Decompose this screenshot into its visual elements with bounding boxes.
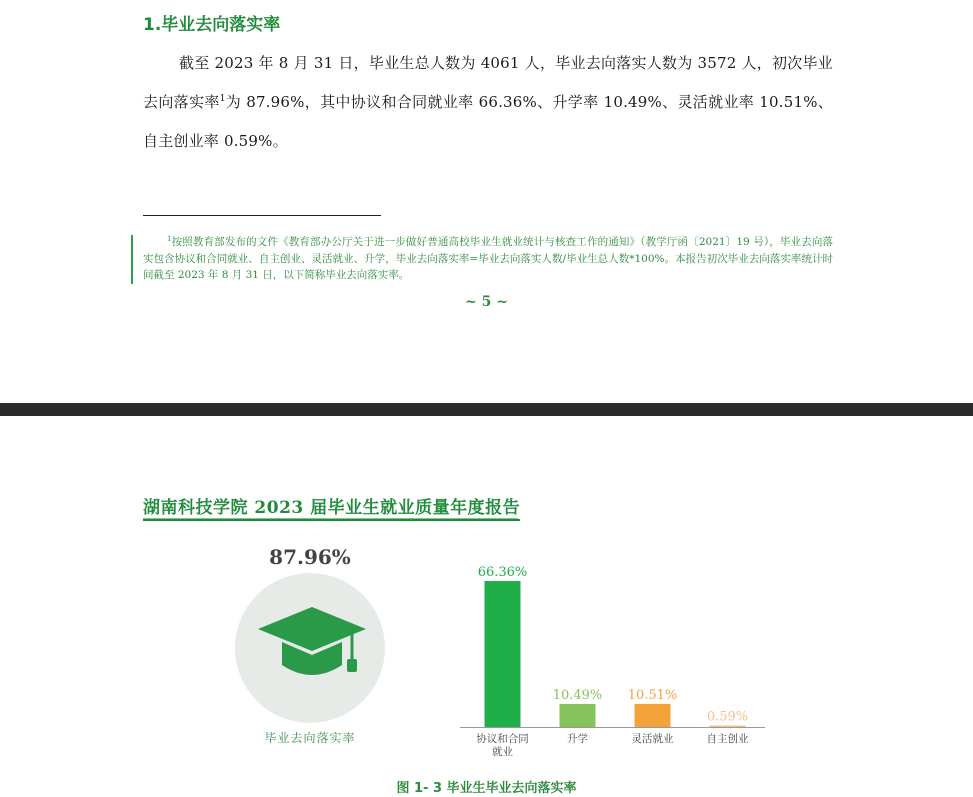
category-label: 自主创业: [706, 733, 749, 745]
bar-value-label: 0.59%: [706, 709, 749, 725]
bar-3: [635, 704, 671, 727]
category-label: 升学: [567, 733, 588, 745]
graduation-rate-value: 87.96%: [269, 545, 351, 569]
graduation-cap-icon: [256, 603, 368, 683]
footnote-separator: [143, 215, 381, 216]
section-heading: 1.毕业去向落实率: [143, 15, 281, 35]
page-number: ~ 5 ~: [465, 294, 508, 310]
cap-tassel: [347, 659, 357, 672]
body-text-part2: 为 87.96%，其中协议和合同就业率 66.36%、升学率 10.49%、灵活就业率 10.51%、自主创业率 0.59%。: [143, 93, 833, 150]
report-running-title: 湖南科技学院 2023 届毕业生就业质量年度报告: [143, 493, 520, 521]
footnote-margin-bar: [131, 235, 133, 284]
figure-caption: 图 1- 3 毕业生毕业去向落实率: [396, 781, 577, 796]
bar-4: [710, 726, 746, 728]
bar-value-label: 10.49%: [552, 687, 603, 703]
bar-1: [485, 581, 521, 727]
footnote: [143, 234, 833, 284]
graduation-rate-label: 毕业去向落实率: [264, 731, 356, 745]
cap-board: [258, 607, 366, 651]
category-label: 协议和合同就业: [476, 733, 529, 758]
category-label: 灵活就业: [631, 733, 674, 745]
footnote-reference[interactable]: 1: [219, 94, 226, 104]
footnote-text: 按照教育部发布的文件《教育部办公厅关于进一步做好普通高校毕业生就业统计与核查工作的通知》（教学厅函〔2021〕19 号），毕业去向落实包含协议和合同就业、自主创业、灵活就业、升学，毕业去向落实率=毕业去向落实人数/毕业生总人数*100%。本报告初次毕业去向落实率统计时间截至 2023 年 8 月 31 日，以下简称毕业去向落实率。: [143, 236, 833, 281]
bar-2: [560, 704, 596, 727]
title-underline: [143, 518, 518, 519]
footnote-mark: 1: [167, 235, 172, 243]
bar-value-label: 10.51%: [627, 687, 678, 703]
bar-value-label: 66.36%: [477, 565, 528, 581]
body-paragraph: [143, 44, 833, 161]
destination-bar-chart: [455, 545, 775, 765]
page-divider: [0, 403, 973, 416]
body-text-part1: 截至 2023 年 8 月 31 日，毕业生总人数为 4061 人，毕业去向落实人数为 3572 人，初次毕业去向落实率: [143, 54, 833, 111]
